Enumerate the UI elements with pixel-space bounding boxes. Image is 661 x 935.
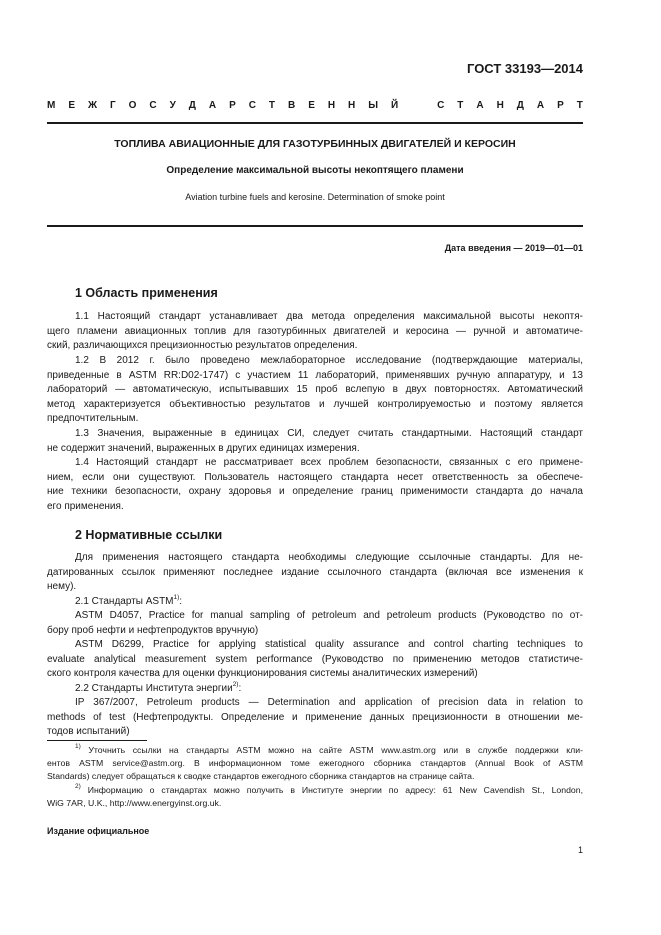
english-title: Aviation turbine fuels and kerosine. Determination of smoke point [185,192,445,202]
document-subtitle: Определение максимальной высоты некоптящего пламени [166,165,464,176]
standard-number: ГОСТ 33193—2014 [467,61,583,76]
reference-ip-367: IP 367/2007, Petroleum products — Determination and application of precision data in relation to methods of test (Нефтепродукты. Определение и применение данных прецизионности в отношении ме- тодов испытаний) [47,697,583,738]
standard-type-banner: М Е Ж Г О С У Д А Р С Т В Е Н Н Ы Й С Т А Н Д А Р Т [47,100,583,111]
paragraph-1-2: 1.2 В 2012 г. было проведено межлабораторное исследование (подтверждающие материалы, приведенные в ASTM RR:D02-1747) с участием 11 лабораторий, применявших ручную аппаратуру, и 13 лабораторий — автоматическую, испытывавших 15 проб вслепую в двух повторностях. Автоматический метод характеризуется объективностью результатов и лучшей контролируемостью и поэтому является предпочтительным. [47,355,583,425]
footnote-ref-1[interactable]: 1) [173,593,180,601]
reference-astm-d6299: ASTM D6299, Practice for applying statistical quality assurance and control charting techniques to evaluate analytical measurement system performance (Руководство по применению методов статистиче- ского контроля качества для оценки функционирования системы аналитических измерений) [47,639,583,680]
paragraph-2-intro: Для применения настоящего стандарта необходимы следующие ссылочные стандарты. Для не- датированных ссылок применяют последнее издание ссылочного стандарта (включая все изменения к нему). [47,552,583,593]
section-2-heading: 2 Нормативные ссылки [75,528,223,542]
introduction-date: Дата введения — 2019—01—01 [444,243,583,253]
page-number: 1 [577,845,583,855]
footnote-divider [47,740,147,741]
paragraph-1-3: 1.3 Значения, выраженные в единицах СИ, следует считать стандартными. Настоящий стандарт не содержит значений, выраженных в других единицах измерения. [47,428,583,454]
paragraph-1-4: 1.4 Настоящий стандарт не рассматривает всех проблем безопасности, связанных с его примене- нием, если они существуют. Пользователь настоящего стандарта несет ответственность за обеспече- ние техники безопасности, охрану здоровья и определение границ применимости стандарта до начала его применения. [47,457,583,512]
paragraph-2-1: 2.1 Стандарты ASTM$^{1)}$: [75,593,183,607]
reference-astm-d4057: ASTM D4057, Practice for manual sampling of petroleum and petroleum products (Руководство по от- бору проб нефти и нефтепродуктов вручную) [47,610,583,636]
paragraph-2-2: 2.2 Стандарты Института энергии$^{2)}$: [75,680,242,694]
footnote-1: $^{1)}$ Уточнить ссылки на стандарты ASTM можно на сайте ASTM www.astm.org или в службе поддержки кли- ентов ASTM service@astm.org. В информационном томе ежегодного сборника стандартов (Annual Book of ASTM Standards) следует обращаться к сводке стандартов ежегодного сборника стандартов на странице сайта. [47,743,583,781]
title-divider [47,225,583,227]
official-edition-label: Издание официальное [47,826,150,836]
document-title: ТОПЛИВА АВИАЦИОННЫЕ ДЛЯ ГАЗОТУРБИННЫХ ДВИГАТЕЛЕЙ И КЕРОСИН [114,138,516,150]
paragraph-1-1: 1.1 Настоящий стандарт устанавливает два метода определения максимальной высоты некоптя- щего пламени авиационных топлив для газотурбинных двигателей и керосина — ручной и автоматиче- ский, различающихся прецизионностью результатов определения. [47,311,583,352]
section-1-heading: 1 Область применения [75,286,218,300]
footnote-ref-2[interactable]: 2) [232,680,239,688]
footnote-2: $^{2)}$ Информацию о стандартах можно получить в Институте энергии по адресу: 61 New Cavendish St., London, WiG 7AR, U.K., http://www.energyinst.org.uk. [47,783,583,808]
header-divider [47,122,583,124]
